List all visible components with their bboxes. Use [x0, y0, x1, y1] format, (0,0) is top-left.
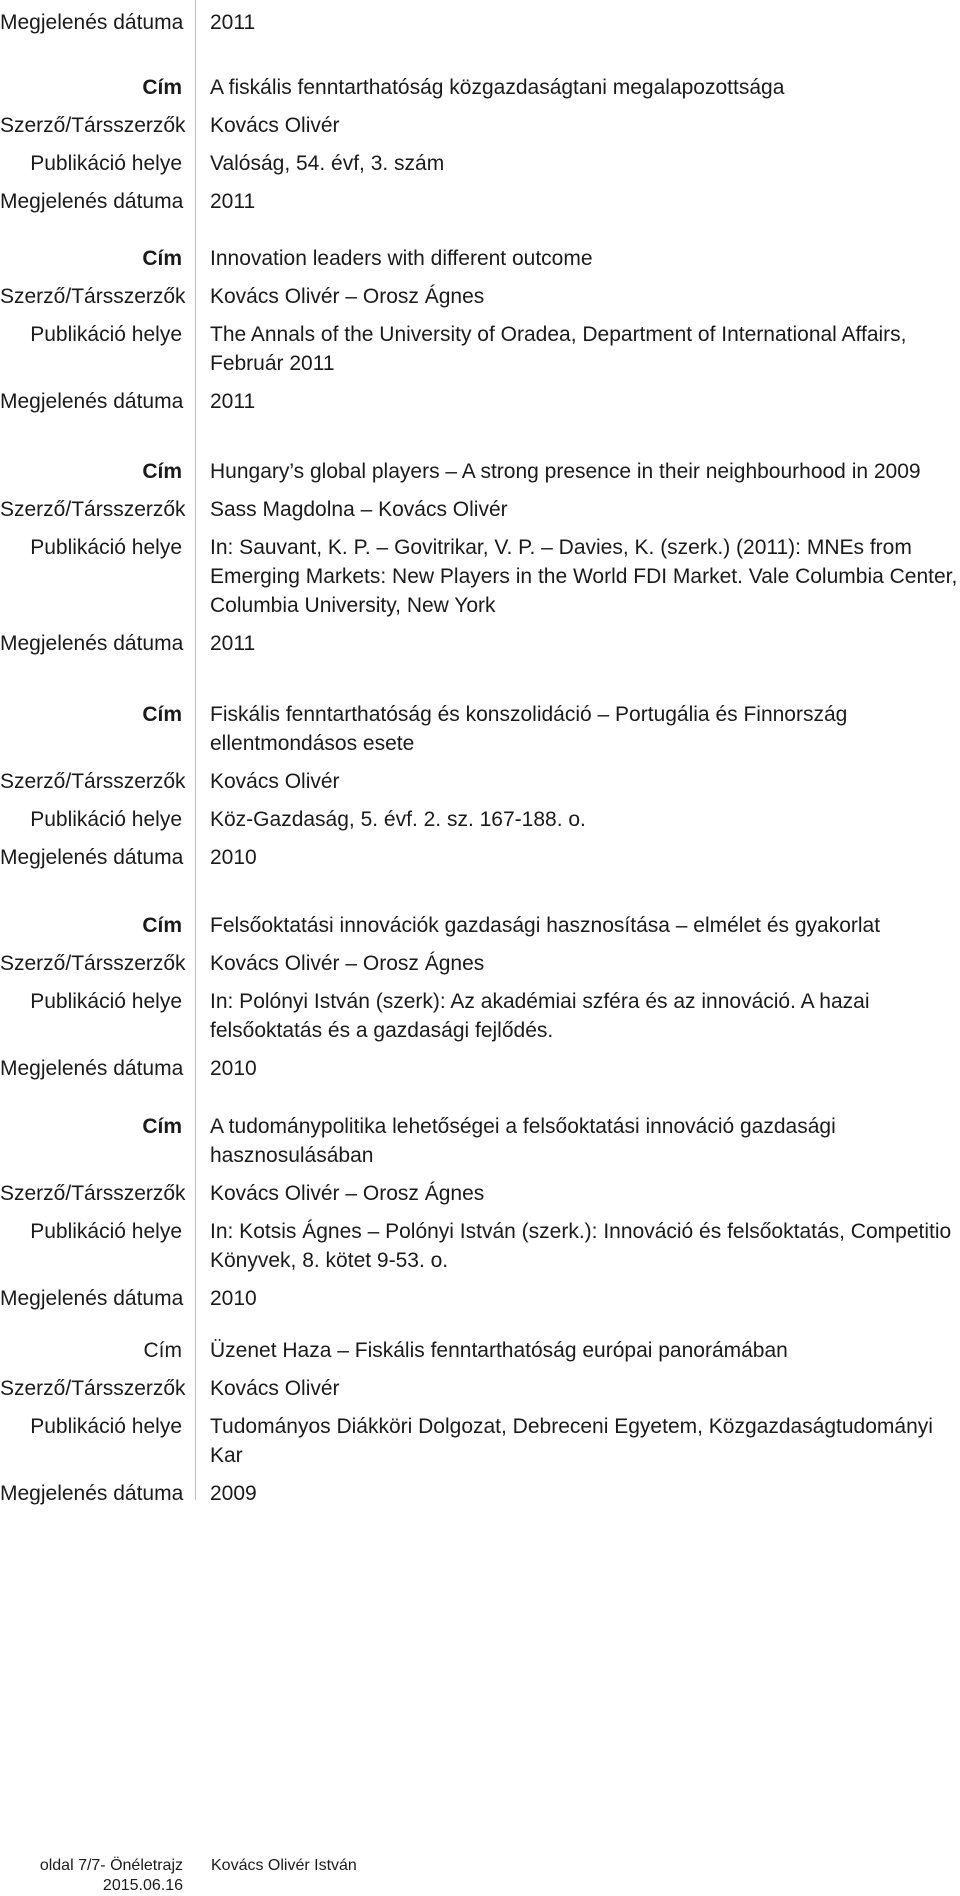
publication-authors: Kovács Olivér – Orosz Ágnes	[210, 1182, 485, 1205]
authors-label: Szerző/Társszerzők	[0, 114, 186, 137]
title-label: Cím	[142, 76, 182, 99]
date-value: 2011	[210, 11, 256, 34]
authors-label: Szerző/Társszerzők	[0, 285, 186, 308]
date-label: Megjelenés dátuma	[0, 190, 184, 213]
footer-page-number: oldal 7/7- Önéletrajz	[39, 1857, 183, 1874]
publication-label: Publikáció helye	[30, 1220, 182, 1243]
publication-date: 2009	[210, 1482, 257, 1505]
date-label: Megjelenés dátuma	[0, 1482, 184, 1505]
authors-label: Szerző/Társszerzők	[0, 952, 186, 975]
authors-label: Szerző/Társszerzők	[0, 1182, 186, 1205]
publication-title: Hungary’s global players – A strong presence in their neighbourhood in 2009	[210, 460, 921, 483]
title-label: Cím	[142, 914, 182, 937]
date-label: Megjelenés dátuma	[0, 1057, 184, 1080]
date-label: Megjelenés dátuma	[0, 846, 184, 869]
publication-entry	[0, 244, 960, 416]
publication-title: A tudománypolitika lehetőségei a felsőoktatási innováció gazdasági hasznosulásában	[210, 1115, 836, 1167]
publication-label: Publikáció helye	[30, 1415, 182, 1438]
title-label: Cím	[142, 703, 182, 726]
page-footer	[0, 1856, 960, 1896]
publication-authors: Kovács Olivér	[210, 1377, 340, 1400]
publication-title: Üzenet Haza – Fiskális fenntarthatóság európai panorámában	[210, 1339, 788, 1362]
date-label: Megjelenés dátuma	[0, 632, 184, 655]
footer-page-info	[0, 1856, 183, 1896]
top-date-row	[0, 8, 960, 37]
publication-authors: Kovács Olivér – Orosz Ágnes	[210, 285, 485, 308]
publication-title: Felsőoktatási innovációk gazdasági hasznosítása – elmélet és gyakorlat	[210, 914, 881, 937]
publication-title: Innovation leaders with different outcome	[210, 247, 593, 270]
publication-label: Publikáció helye	[30, 323, 182, 346]
publication-venue: In: Polónyi István (szerk): Az akadémiai szféra és az innováció. A hazai felsőoktatás és a gazdasági fejlődés.	[210, 990, 870, 1042]
authors-label: Szerző/Társszerzők	[0, 770, 186, 793]
publication-label: Publikáció helye	[30, 536, 182, 559]
publication-authors: Sass Magdolna – Kovács Olivér	[210, 498, 508, 521]
date-label: Megjelenés dátuma	[0, 11, 184, 34]
title-label: Cím	[143, 1339, 182, 1362]
title-label: Cím	[142, 1115, 182, 1138]
footer-author-name: Kovács Olivér István	[211, 1857, 357, 1874]
publication-label: Publikáció helye	[30, 990, 182, 1013]
publication-venue: In: Sauvant, K. P. – Govitrikar, V. P. – Davies, K. (szerk.) (2011): MNEs from Emerging Markets: New Players in the World FDI Market. Vale Columbia Center, Columbia University, New York	[210, 536, 958, 617]
publication-title: A fiskális fenntarthatóság közgazdaságtani megalapozottsága	[210, 76, 785, 99]
date-label: Megjelenés dátuma	[0, 1287, 184, 1310]
publication-venue: Köz-Gazdaság, 5. évf. 2. sz. 167-188. o.	[210, 808, 586, 831]
publication-date: 2011	[210, 632, 256, 655]
publication-entry	[0, 73, 960, 216]
publication-date: 2010	[210, 1287, 257, 1310]
publication-date: 2011	[210, 390, 256, 413]
publication-venue: In: Kotsis Ágnes – Polónyi István (szerk.): Innováció és felsőoktatás, Competitio Könyvek, 8. kötet 9-53. o.	[210, 1220, 952, 1272]
publication-entry	[0, 1336, 960, 1508]
publication-date: 2010	[210, 1057, 257, 1080]
publication-venue: Valóság, 54. évf, 3. szám	[210, 152, 445, 175]
publication-date: 2010	[210, 846, 257, 869]
publication-venue: Tudományos Diákköri Dolgozat, Debreceni Egyetem, Közgazdaságtudományi Kar	[210, 1415, 933, 1467]
publication-authors: Kovács Olivér – Orosz Ágnes	[210, 952, 485, 975]
authors-label: Szerző/Társszerzők	[0, 498, 186, 521]
publication-entry	[0, 457, 960, 658]
footer-date: 2015.06.16	[102, 1877, 183, 1894]
authors-label: Szerző/Társszerzők	[0, 1377, 186, 1400]
publication-entry	[0, 911, 960, 1083]
date-label: Megjelenés dátuma	[0, 390, 184, 413]
publication-entry	[0, 1112, 960, 1313]
publication-authors: Kovács Olivér	[210, 770, 340, 793]
publication-label: Publikáció helye	[30, 808, 182, 831]
publication-authors: Kovács Olivér	[210, 114, 340, 137]
title-label: Cím	[142, 460, 182, 483]
title-label: Cím	[142, 247, 182, 270]
publication-date: 2011	[210, 190, 256, 213]
publication-venue: The Annals of the University of Oradea, Department of International Affairs, Február 2011	[210, 323, 907, 375]
publication-title: Fiskális fenntarthatóság és konszolidáció – Portugália és Finnország ellentmondásos esete	[210, 703, 848, 755]
publication-label: Publikáció helye	[30, 152, 182, 175]
publication-entry	[0, 700, 960, 872]
